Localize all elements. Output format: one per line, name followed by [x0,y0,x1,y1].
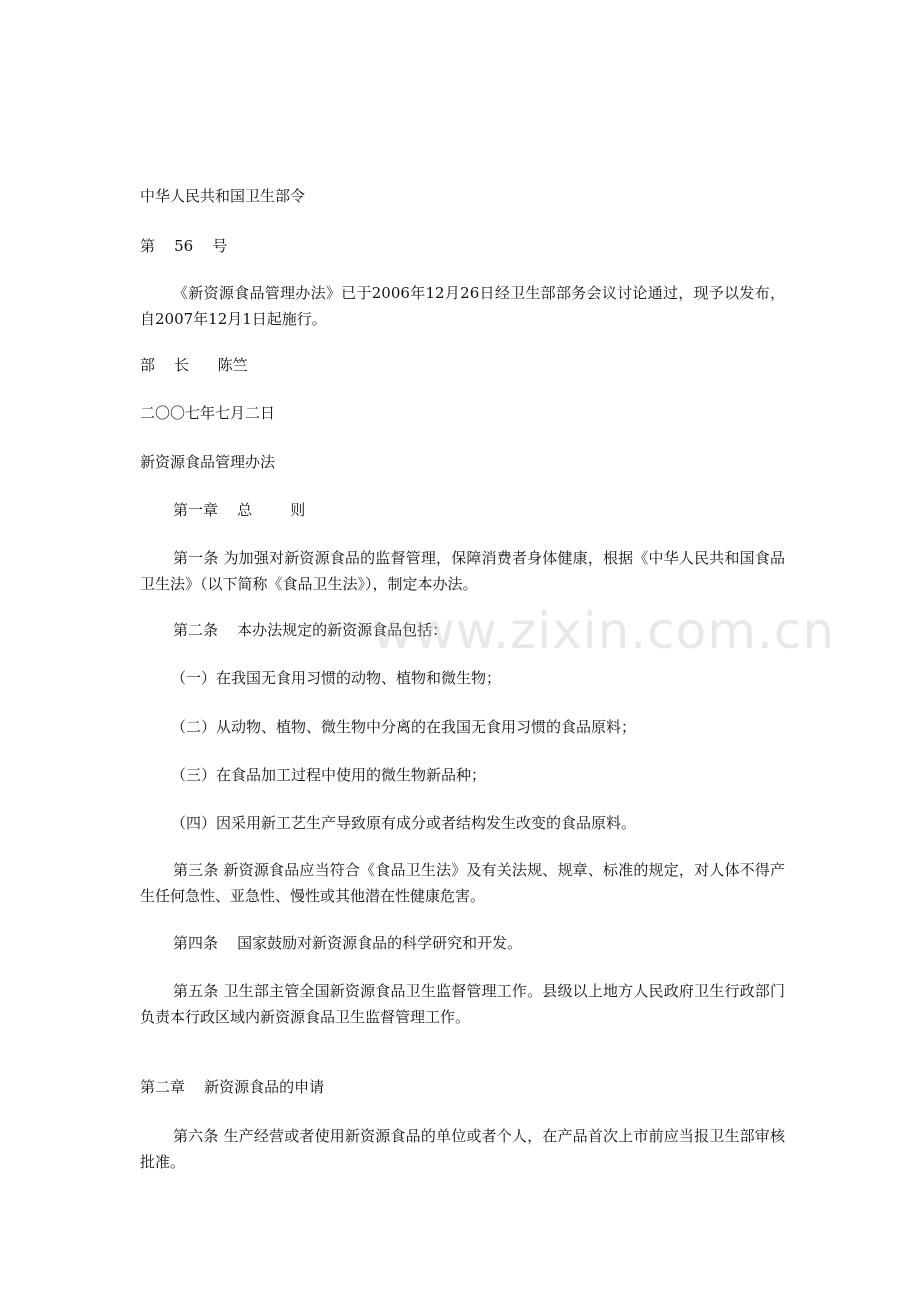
article-5: 第五条 卫生部主管全国新资源食品卫生监督管理工作。县级以上地方人民政府卫生行政部门负责本行政区域内新资源食品卫生监督管理工作。 [140,982,785,1026]
article-2-item-3: （三）在食品加工过程中使用的微生物新品种； [171,766,487,784]
chapter-1-heading: 第一章 总 则 [173,501,306,519]
article-3: 第三条 新资源食品应当符合《食品卫生法》及有关法规、规章、标准的规定，对人体不得产生任何急性、亚急性、慢性或其他潜在性健康危害。 [140,861,785,905]
decree-signatory: 部 长 陈竺 [140,356,248,374]
decree-body: 《新资源食品管理办法》已于2006年12月26日经卫生部部务会议讨论通过，现予以发布，自2007年12月1日起施行。 [140,284,785,328]
watermark: www.zixin.com.cn [372,602,836,660]
decree-number: 第 56 号 [140,237,228,255]
chapter-2-heading: 第二章 新资源食品的申请 [140,1078,325,1096]
article-1: 第一条 为加强对新资源食品的监督管理，保障消费者身体健康，根据《中华人民共和国食品卫生法》（以下简称《食品卫生法》），制定本办法。 [140,549,785,593]
article-4: 第四条 国家鼓励对新资源食品的科学研究和开发。 [173,934,523,952]
article-2: 第二条 本办法规定的新资源食品包括： [173,621,448,639]
regulation-title: 新资源食品管理办法 [140,453,276,471]
decree-authority: 中华人民共和国卫生部令 [140,187,306,205]
article-2-item-2: （二）从动物、植物、微生物中分离的在我国无食用习惯的食品原料； [171,718,637,736]
article-2-item-1: （一）在我国无食用习惯的动物、植物和微生物； [171,669,502,687]
article-6: 第六条 生产经营或者使用新资源食品的单位或者个人，在产品首次上市前应当报卫生部审核批准。 [140,1127,785,1171]
article-2-item-4: （四）因采用新工艺生产导致原有成分或者结构发生改变的食品原料。 [171,814,637,832]
decree-date: 二〇〇七年七月二日 [140,404,276,422]
